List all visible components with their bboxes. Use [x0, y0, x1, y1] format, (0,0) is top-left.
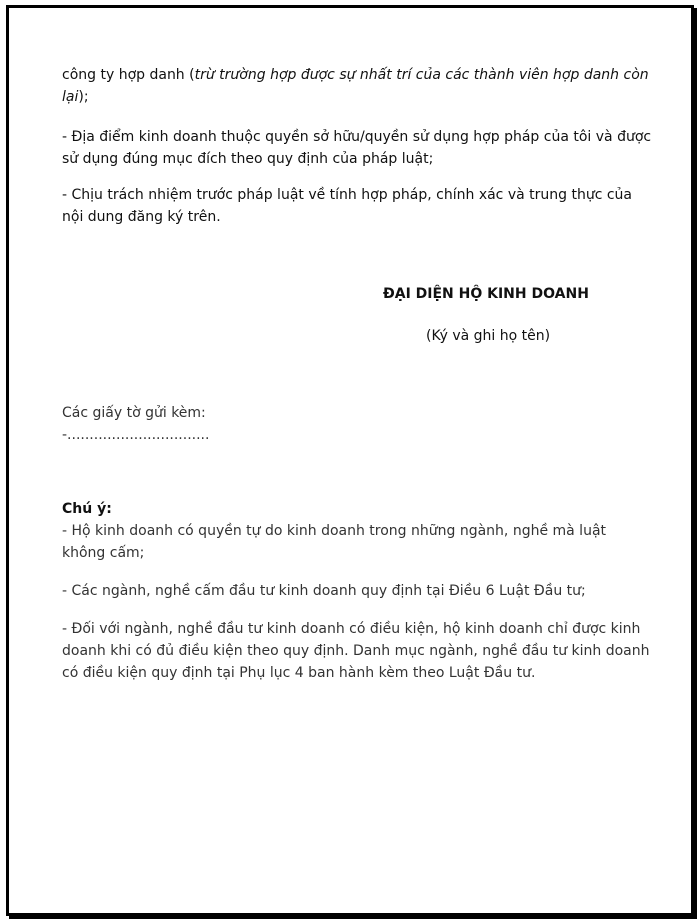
note-item-3: - Đối với ngành, nghề đầu tư kinh doanh có điều kiện, hộ kinh doanh chỉ được kinh doanh khi có đủ điều kiện theo quy định. Danh mục ngành, nghề đầu tư kinh doanh có điều kiện quy định tại Phụ lục 4 ban hành kèm theo Luật Đầu tư. — [62, 621, 650, 681]
paragraph-responsibility: - Chịu trách nhiệm trước pháp luật về tính hợp pháp, chính xác và trung thực của nội dung đăng ký trên. — [62, 187, 633, 225]
note-item-1: - Hộ kinh doanh có quyền tự do kinh doanh trong những ngành, nghề mà luật không cấm; — [62, 523, 607, 561]
para1-italic: trừ trường hợp được sự nhất trí của các thành viên hợp danh còn lại — [62, 67, 649, 105]
signature-note: (Ký và ghi họ tên) — [426, 328, 551, 344]
attachments-line: -................................ — [62, 427, 210, 443]
attachments-label: Các giấy tờ gửi kèm: — [62, 405, 206, 421]
paragraph-partnership — [62, 64, 652, 108]
para1-start: công ty hợp danh ( — [62, 67, 195, 83]
notes-title: Chú ý: — [62, 501, 112, 517]
note-item-2: - Các ngành, nghề cấm đầu tư kinh doanh quy định tại Điều 6 Luật Đầu tư; — [62, 583, 586, 599]
paragraph-business-location: - Địa điểm kinh doanh thuộc quyền sở hữu/quyền sử dụng hợp pháp của tôi và được sử dụng đúng mục đích theo quy định của pháp luật; — [62, 129, 652, 167]
signature-title: ĐẠI DIỆN HỘ KINH DOANH — [383, 286, 589, 302]
para1-end: ); — [78, 89, 89, 105]
